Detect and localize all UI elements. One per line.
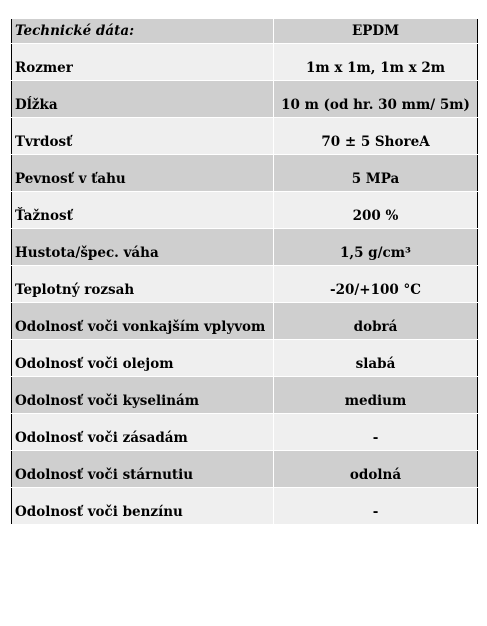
row-label: Pevnosť v ťahu: [12, 155, 274, 192]
row-value: 1m x 1m, 1m x 2m: [274, 44, 478, 81]
table-row: [12, 192, 478, 229]
row-value: -20/+100 °C: [274, 266, 478, 303]
row-value: dobrá: [274, 303, 478, 340]
row-label: Dĺžka: [12, 81, 274, 118]
row-value: odolná: [274, 451, 478, 488]
row-label: Odolnosť voči stárnutiu: [12, 451, 274, 488]
row-value: 1,5 g/cm³: [274, 229, 478, 266]
table-row: [12, 340, 478, 377]
row-value: -: [274, 414, 478, 451]
row-label: Odolnosť voči vonkajším vplyvom: [12, 303, 274, 340]
row-value: 10 m (od hr. 30 mm/ 5m): [274, 81, 478, 118]
row-label: Odolnosť voči kyselinám: [12, 377, 274, 414]
header-value: EPDM: [274, 19, 478, 44]
row-value: slabá: [274, 340, 478, 377]
row-value: -: [274, 488, 478, 525]
row-value: 70 ± 5 ShoreA: [274, 118, 478, 155]
table-row: [12, 303, 478, 340]
row-label: Odolnosť voči benzínu: [12, 488, 274, 525]
row-value: medium: [274, 377, 478, 414]
table-row: [12, 414, 478, 451]
table-row: [12, 118, 478, 155]
table-row: [12, 44, 478, 81]
header-label: Technické dáta:: [12, 19, 274, 44]
table-row: [12, 451, 478, 488]
table-row: [12, 266, 478, 303]
table-header-row: [12, 19, 478, 44]
row-value: 200 %: [274, 192, 478, 229]
row-label: Teplotný rozsah: [12, 266, 274, 303]
row-label: Tvrdosť: [12, 118, 274, 155]
table-row: [12, 81, 478, 118]
row-value: 5 MPa: [274, 155, 478, 192]
technical-data-table: [11, 18, 478, 525]
row-label: Odolnosť voči zásadám: [12, 414, 274, 451]
row-label: Ťažnosť: [12, 192, 274, 229]
technical-data-body: [12, 19, 478, 525]
row-label: Hustota/špec. váha: [12, 229, 274, 266]
table-row: [12, 155, 478, 192]
row-label: Odolnosť voči olejom: [12, 340, 274, 377]
table-row: [12, 377, 478, 414]
table-row: [12, 229, 478, 266]
table-row: [12, 488, 478, 525]
row-label: Rozmer: [12, 44, 274, 81]
